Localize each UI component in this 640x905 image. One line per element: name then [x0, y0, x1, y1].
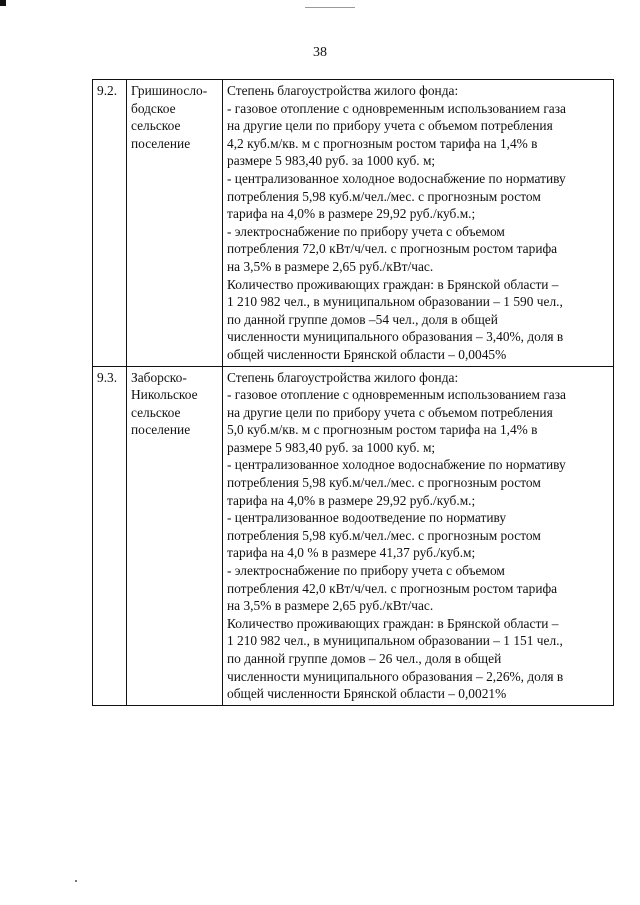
- description-line: потребления 5,98 куб.м/чел./мес. с прогнозным ростом: [227, 475, 541, 491]
- settlement-name-line: поселение: [131, 135, 191, 151]
- description-line: размере 5 983,40 руб. за 1000 куб. м;: [227, 439, 436, 455]
- settlement-name-line: Заборско-: [131, 369, 187, 385]
- description-line: - централизованное холодное водоснабжение по нормативу: [227, 457, 566, 473]
- description-line: - электроснабжение по прибору учета с объемом: [227, 563, 505, 579]
- description-cell: [223, 80, 614, 367]
- settlement-name-line: бодское: [131, 100, 176, 116]
- settlement-name-line: Никольское: [131, 387, 198, 403]
- scan-top-line: [305, 7, 355, 8]
- settlement-name-line: поселение: [131, 422, 191, 438]
- description-line: потребления 42,0 кВт/ч/чел. с прогнозным ростом тарифа: [227, 580, 558, 596]
- description-line: потребления 5,98 куб.м/чел./мес. с прогнозным ростом: [227, 188, 541, 204]
- scan-speck: [75, 880, 77, 882]
- description-line: Количество проживающих граждан: в Брянской области –: [227, 276, 559, 292]
- description-line: численности муниципального образования – 2,26%, доля в: [227, 668, 564, 684]
- description-line: Степень благоустройства жилого фонда:: [227, 83, 459, 98]
- scan-corner-mark: [0, 0, 6, 6]
- description-line: численности муниципального образования – 3,40%, доля в: [227, 329, 564, 345]
- row-number: 9.2.: [97, 83, 118, 98]
- page-number: 38: [313, 45, 327, 60]
- description-line: Количество проживающих граждан: в Брянской области –: [227, 615, 559, 631]
- description-line: - электроснабжение по прибору учета с объемом: [227, 223, 505, 239]
- settlement-name-line: сельское: [131, 404, 181, 420]
- table-row: [93, 366, 614, 705]
- description-line: 1 210 982 чел., в муниципальном образовании – 1 151 чел.,: [227, 633, 563, 649]
- description-line: на другие цели по прибору учета с объемом потребления: [227, 404, 553, 420]
- description-line: по данной группе домов – 26 чел., доля в общей: [227, 651, 502, 666]
- settlement-name-line: сельское: [131, 118, 181, 134]
- description-line: 4,2 куб.м/кв. м с прогнозным ростом тарифа на 1,4% в: [227, 135, 538, 151]
- description-line: на 3,5% в размере 2,65 руб./кВт/час.: [227, 598, 434, 614]
- settlement-name-line: Гришиносло-: [131, 83, 208, 98]
- description-line: потребления 5,98 куб.м/чел./мес. с прогнозным ростом: [227, 527, 541, 543]
- table-row: [93, 80, 614, 367]
- description-line: 1 210 982 чел., в муниципальном образовании – 1 590 чел.,: [227, 294, 563, 310]
- description-line: общей численности Брянской области – 0,0045%: [227, 346, 507, 362]
- description-line: общей численности Брянской области – 0,0021%: [227, 686, 507, 702]
- description-line: - централизованное водоотведение по нормативу: [227, 510, 507, 526]
- description-line: - централизованное холодное водоснабжение по нормативу: [227, 170, 566, 186]
- table-body: [93, 80, 614, 706]
- description-line: 5,0 куб.м/кв. м с прогнозным ростом тарифа на 1,4% в: [227, 422, 538, 438]
- description-line: по данной группе домов –54 чел., доля в общей: [227, 311, 498, 327]
- description-line: на 3,5% в размере 2,65 руб./кВт/час.: [227, 258, 434, 274]
- description-line: тарифа на 4,0% в размере 29,92 руб./куб.м.;: [227, 206, 476, 222]
- description-line: Степень благоустройства жилого фонда:: [227, 369, 459, 385]
- description-line: на другие цели по прибору учета с объемом потребления: [227, 118, 553, 134]
- settlement-name-cell: [127, 366, 223, 705]
- description-line: тарифа на 4,0 % в размере 41,37 руб./куб.м;: [227, 545, 476, 561]
- tariff-table: [92, 79, 614, 706]
- description-line: размере 5 983,40 руб. за 1000 куб. м;: [227, 153, 436, 169]
- description-line: - газовое отопление с одновременным использованием газа: [227, 387, 566, 403]
- row-number-cell: [93, 366, 127, 705]
- row-number: 9.3.: [97, 369, 118, 385]
- description-line: - газовое отопление с одновременным использованием газа: [227, 100, 566, 116]
- description-line: потребления 72,0 кВт/ч/чел. с прогнозным ростом тарифа: [227, 241, 558, 257]
- row-number-cell: [93, 80, 127, 367]
- settlement-name-cell: [127, 80, 223, 367]
- description-cell: [223, 366, 614, 705]
- description-line: тарифа на 4,0% в размере 29,92 руб./куб.м.;: [227, 492, 476, 508]
